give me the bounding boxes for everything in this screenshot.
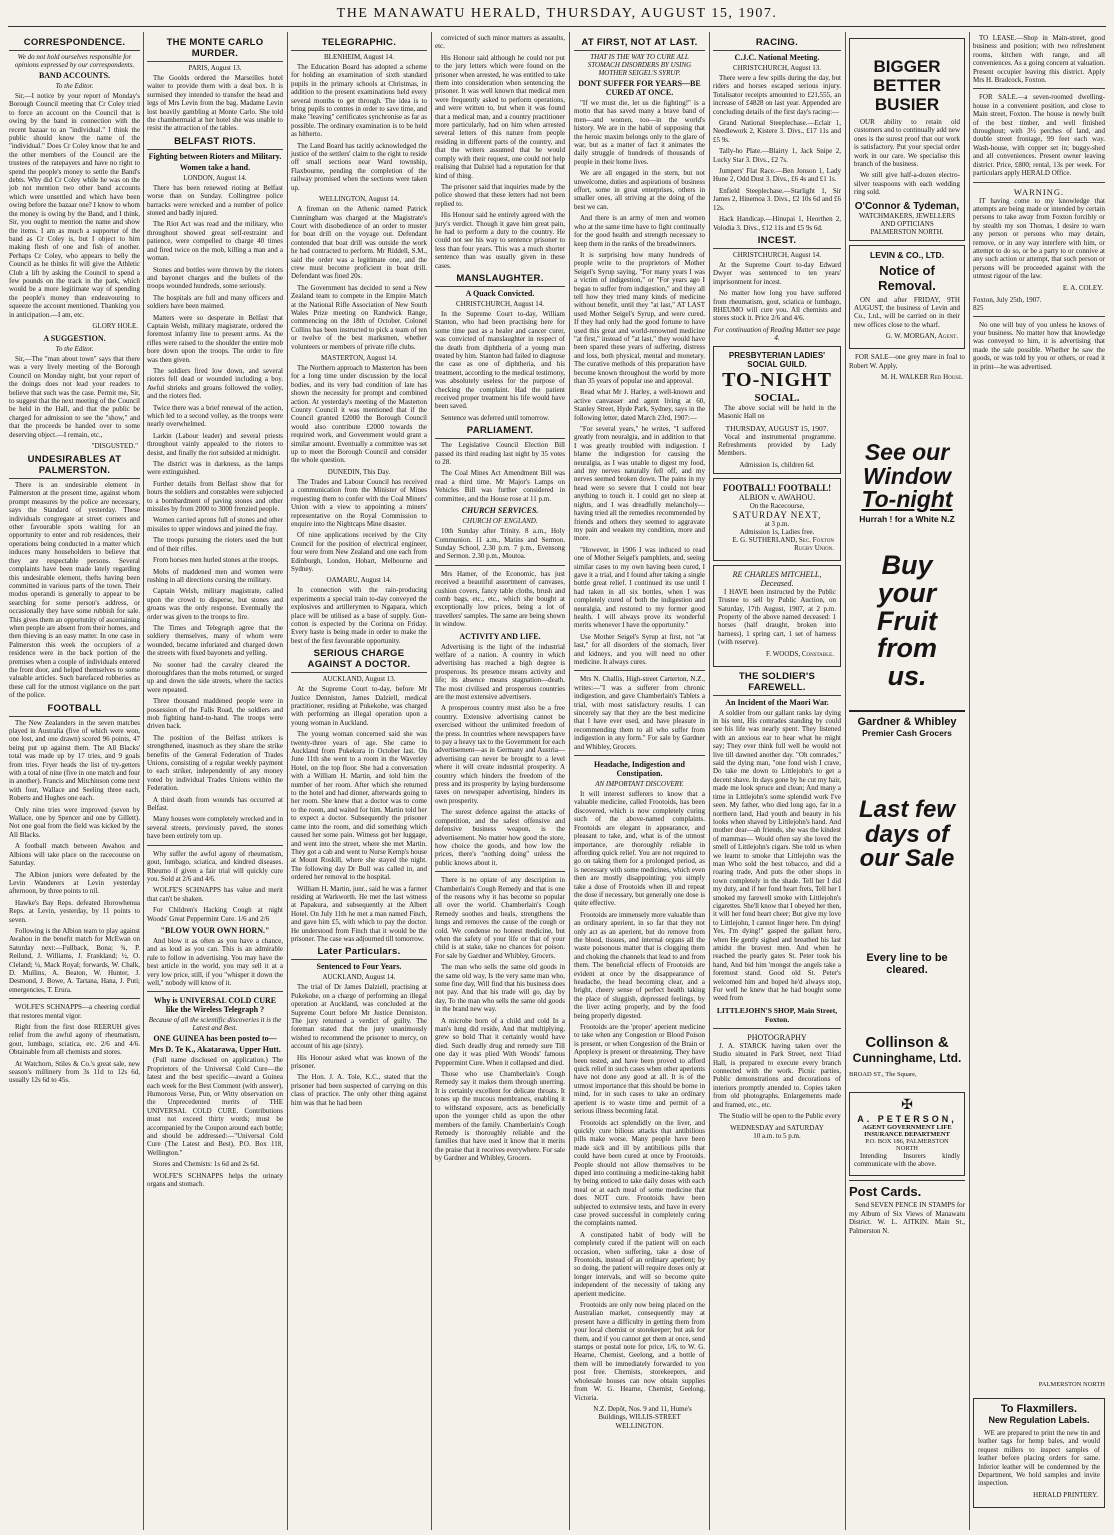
sale-ad [849,798,965,975]
tonight-title: TO-NIGHT [722,368,832,391]
divider [435,871,565,872]
racing-result: Enfield Steeplechase.—Starlight 1, Sir James 2, Hinemoa 3. Divs., £2 10s 6d and £6 12s. [713,186,841,212]
photography-heading: PHOTOGRAPHY [747,1032,807,1042]
removal-notice: Notice of Removal. [878,262,936,293]
football-para: The New Zealanders in the seven matches played in Australia (five of which were won, one lost, and one drawn) scored 96 points, 47 being put up against them. The All Blacks' total was made up by 17 tries, and 9 goals from tries. Fryer heads the list of try-getters with a total of nine (five in one match and four in another). Francis and Mitchinson come next with four, Wallace and Seeling three each, Roberts and Hughes one each. [9,718,141,803]
later-para: The trial of Dr James Dalziell, practising at Pukekohe, on a charge of performing an illegal operation at Auckland, was concluded at the Supreme Court before Mr Justice Denniston. The jury returned a verdict of guilty. The foreman stated that the jury unanimously wished to recommend the prisoner to mercy, on account of his age (sixty). [291,983,427,1051]
collinson-address: BROAD ST., The Square, [849,1070,917,1078]
belfast-para: A third death from wounds has occurred at Belfast. [147,795,283,813]
dateline: AUCKLAND, August 14. [322,973,396,982]
later-particulars-heading: Later Particulars. [291,946,427,960]
our-sale: our Sale [859,845,955,873]
flaxmillers-sign: HERALD PRINTERY. [1033,1490,1098,1499]
telegraphic-para: In connection with the rain-producing experiments a special train to-day conveyed the explosives and artillerymen to Ngapara, which place will be utilised as a base of supply. Gun-cotton is expected by the Corinna on Friday. Every haste is being made in order to make the best of the first favourable opportunity. [291,586,427,645]
divider [147,845,283,846]
telegraphic-para: The Land Board has tacitly acknowledged the justice of the settlers' claim to the right to reside off small sections near Ward township, Flaxbourne, pending the completion of the railway promised when the sections were taken up. [291,141,427,192]
mitchell-ad [713,565,841,667]
buy-word: Buy [881,550,933,581]
house-sale-ad: FOR SALE.—a seven-roomed dwelling-house in a convenient position, and close to Main street, Foxton. The house is newly built of the best timber, and well finished throughout; with 3½ perches of land, and double street frontage, 99 feet each way. Wash-house, with copper set in; buggy-shed and all conveniences. Present owner leaving district. Price, £800; rental, 13s per week. For particulars apply HERALD Office. [973,93,1105,178]
telegraphic-para: The Education Board has adopted a scheme for holding an examination of sixth standard pupils in the primary schools at Christmas, in addition to the present examinations held every several months to get through. The idea is to bring pupils to centres in order to save time, and make "leaving" certificates synchronise as far as possible. The ordinary examination is to be held as hitherto. [291,63,427,139]
belfast-para: The Riot Act was read and the military, who throughout showed great self-restraint and patience, were compelled to charge 40 times and fired twice on the mob, killing a man and a woman. [147,220,283,263]
gardner-sub: Premier Cash Grocers [862,728,952,739]
seigel-para: It is surprising how many hundreds of people write to the proprietors of Mother Seigel's Syrup saying, "For many years I was a victim of indigestion," or "For years ago I began to suffer from indigestion," and they all tell how they tried many kinds of medicine without benefit, until they "at last," AT LAST used Mother Seigel's Syrup, and were cured. If they had only had the good fortune to have used this great and world-renowned medicine "at first," instead of "at last," they would have been spared these years of suffering, distress and loss, both physical, mental and monetary. The curative methods of this preparation have become known throughout the world by more than 35 years of popular use and approval. [574,250,705,385]
football-para: Following is the Albion team to play against Awahou in the benefit match for McEwan on Saturday next:—Fullback, Bona; ¾, P. Reilund, J. Williams, J. Frankland; ½, O. Cleland; ¼, Mack Royal; forwards, W. Chalk, D. Mullins, A. Beaton, W. Hunter, J. Desmond, J. Bowe, A. Tartana, Hana, J. Puti; emergencies, T. Erura. [9,926,140,994]
seigel-para: Use Mother Seigel's Syrup at first, not "at last," for all disorders of the stomach, liver and kidneys, and you will need no other medicine. It always cures. [574,632,705,666]
guinea-foot: Stores and Chemists: 1s 6d and 2s 6d. [153,1160,260,1169]
warning-sign: E. A. COLEY. [1062,283,1103,292]
at-first-sub: THAT IS THE WAY TO CURE ALL STOMACH DISORDERS BY USING MOTHER SEIGEL'S SYRUP. [587,53,692,77]
telegraphic-para: The Government has decided to send a New Zealand team to compete in the Empire Match at the National Rifle Association of New South Wales Prize meeting on Randwick Range, commencing on the 18th of October. Colonel Collins has been instructed to pick a team of ten or twelve of the best marksmen, whether volunteers or members of private rifle clubs. [291,283,427,351]
column-8 [970,34,1108,1529]
last-few: Last few [858,796,956,824]
surest-para: The surest defence against the attacks of competition, and the safest offensive and defensive business weapon, is the advertisement. No matter how good the store, how choice the goods, and how low the prices, there's "nothing doing" unless the public knows about it. [435,808,565,867]
advertising-note: No one will buy of you unless he knows of your business. No matter how that knowledge was conveyed to him, it is advertising that made the sale possible. Whether he saw the goods, or was told by you or others, or read it in print—he was advertised. [973,320,1105,371]
undesirables-article: There is an undesirable element in Palmerston at the present time, against whom prompt measures by the police are necessary, says the Standard of yesterday. These individuals congregate at street corners and other favourable spots waiting for an opportunity to enter and rob residences, their operations being conducted in a matter which induces many householders to believe that they are respectable persons. Several complaints have been made lately regarding this undesirable element, thefts having been committed in various parts of the town. Their modus operandi is generally to appear to be searching for some person's address, or occasionally they have some rubbish for sale. This gives them an opportunity of ascertaining when people are absent from their homes, and then thieving is an easy matter. In one case in Palmerston this week the occupiers of a residence were in the back portion of the premises when a couple of individuals entered the front door, and helped themselves to some valuable articles. Such barefaced robberies as these call for the utmost vigilance on the part of the police. [9,481,140,700]
littlejohn-shop: LITTLEJOHN'S SHOP, Main Street, Foxton. [716,1005,838,1024]
church-sub: CHURCH OF ENGLAND. [462,517,538,526]
serious-charge-heading: SERIOUS CHARGE AGAINST A DOCTOR. [291,648,427,673]
days-of: days of [864,820,950,848]
monte-carlo-article: The Goolds ordered the Marseilles hotel waiter to provide them with a deal box. It is surmised they intended to transfer the head and legs of Mrs Levin from the bag. Madame Levin lost heavily gambling at Monte Carlo. She told the chambermaid at her hotel she was unable to resist the attraction of the tables. [147,74,283,133]
levin-sign: G. W. MORGAN, Agent. [885,332,958,341]
tonight-word: To-night [861,486,953,512]
collinson-ad [849,1034,965,1078]
seigel-para: Read what Mr J. Harley, a well-known and active canvasser and agent living at 60, Stanley Street, Hyde Park, Sydney, says in the following letter, dated March 23rd, 1907:— [574,388,705,422]
church-services: 10th Sunday after Trinity. 8 a.m., Holy Communion. 11 a.m., Matins and Sermon. Sunday School, 2.30 p.m. 7 p.m., Evensong and Sermon. 2.30 p.m., Moutoa. [435,527,565,561]
football-time: at 3 p.m. [764,519,790,528]
seigel-para: We are all engaged in the stern, but not unwelcome, duties and aspirations of business effort, some in great enterprises, others in smaller ones, all striving at the doing of the best we can. [574,169,705,211]
dateline: CHRISTCHURCH, August 14. [456,299,544,308]
cold-cure-heading: Why is UNIVERSAL COLD CURE like the Wireless Telegraph ? [153,996,277,1015]
mare-sign: M. H. WALKER Red House. [880,373,963,382]
collinson-town: PALMERSTON NORTH [1038,1381,1105,1388]
continued-para: His Honour said although he could not put to the jury letters which were found on the prisoner when arrested, he was entitled to take them into consideration when sentencing the prisoner. It was well known that medical men were frequently asked to perform operations, and were written to, but when it was found that a medical man, and a country practitioner more particularly, had on him when arrested several letters of this nature from people residing in different parts of the country, and that the writers assumed that he would comply with their request, one could not help realising that Dalziel had a reputation for that kind of thing. [435,53,565,180]
photography-text: J. A. STARCK having taken over the Studio situated in Park Street, next Triad Hall, is prepared to execute every branch connected with the work. Picnic parties, Public demonstrations and decorations of interiors promptly attended to. Copies taken from old photographs. Enlargements made and framed, etc., etc. [713,1041,841,1109]
every-line: Every line to be cleared. [866,951,948,976]
belfast-para: Captain Welsh, military magistrate, called upon the crowd to disperse, but stones and groans was the only response. Eventually the order was given to the troops to fire. [147,587,283,621]
bigger-text2: We still give half-a-dozen electro-silver teaspoons with each wedding ring sold. [854,171,960,197]
chamberlain-ad: Those who use Chamberlain's Cough Remedy say it makes them through unerring. It is certainly excellent for delicate throats. It tones up the mucous membranes, enabling it to withstand exposure, acts as beneficially upon the younger child as upon the other members of the family. Chamberlain's Cough Remedy is thoroughly reliable and the families that have used it know that it merits the praise that it receives everywhere. For sale by Gardner and Whibley, Grocers. [435,1070,565,1163]
rheumo-ad: Why suffer the awful agony of rheumatism, gout, lumbago, sciatica, and kindred diseases. Rheumo if given a fair trial will quickly cure you. Sold at 2/6 and 4/6. [147,849,283,883]
peterson-name: A. PETERSON, [857,1113,957,1124]
flaxmillers-title: To Flaxmillers. [1000,1403,1078,1415]
photography-text: The Studio will be open to the Public every [719,1112,841,1121]
column-6 [710,34,844,1529]
us-word: us. [887,660,927,691]
dateline: MASTERTON, August 14. [320,354,398,362]
guinea-winner: Mrs D. Te K., Akatarawa, Upper Hutt. [149,1045,281,1055]
masthead: THE MANAWATU HERALD, THURSDAY, AUGUST 15, 1907. [336,6,778,21]
to-editor: To the Editor. [55,344,94,353]
top-rule [8,26,1106,27]
warning-text: IT having come to my knowledge that attempts are being made or intended by certain persons to take away from Foxton forcibly or by stealth my son Thomas, I desire to warn any person or persons who may detain, remove, or in any way interfere with him, or attempt to do so, or be a party to or connive at any such action or attempt, that such person or persons will be proceeded against with the utmost rigour of the law. [973,196,1105,281]
warning-date: Foxton, July 25th, 1907. [973,295,1042,304]
guild-name: PRESBYTERIAN LADIES' SOCIAL GUILD. [728,350,826,369]
parliament-para: The Coal Mines Act Amendment Bill was read a third time. Mr Major's Lamps on Vehicles Bill was further considered in committee, and the House rose at 11 p.m. [435,469,565,503]
microbe-poem: A microbe born of a child and cold In a man's lung did reside, And that multiplying, grew so bold That it certainly would have died. Such deadly drug and remedy sure Till one day it was plied With Woods' famous Peppermint Cure. When it collapsed and died. [435,1016,565,1067]
telegraphic-heading: TELEGRAPHIC. [291,37,427,51]
oconnor-trade: WATCHMAKERS, JEWELLERS AND OPTICIANS [858,211,956,228]
column-5 [571,34,708,1529]
wolfe-ad: WOLFE'S SCHNAPPS—a cheering cordial that restores mental vigor. [9,1003,140,1020]
frootoids-para: Frootoids are the 'proper' aperient medicine to take when any Congestion or Blood Poison is present, or when Congestion of the Brain or Apoplexy is present or threatening. They have been tested, and have been proved to afford quick relief in such cases when other aperients have not done any good at all. It is of the utmost importance that this should be borne in mind, for in such cases to take an ordinary aperient is to waste time and permit of a serious illness becoming fatal. [574,1023,705,1116]
editor-note: We do not hold ourselves responsible for opinions expressed by our correspondents. [14,53,135,69]
guinea-heading: ONE GUINEA has been posted to— [153,1034,277,1044]
see-our: See our [864,439,950,466]
social-ad [713,346,841,474]
watchorn-ad: At Watchorn, Stiles & Co.'s great sale, new season's millinery from 3s 11d to 12s 6d, usually 12s 6d to 45s. [9,1059,140,1085]
belfast-para: Stones and bottles were thrown by the rioters and bayonet charges and the bullets of the troops wounded hundreds, some seriously. [147,265,283,291]
column-7 [846,34,968,1529]
collinson-name: Collinson & [865,1033,949,1051]
football-title: FOOTBALL! FOOTBALL! [722,482,832,493]
manslaughter-para: Sentence was deferred until tomorrow. [441,413,550,422]
football-para: The Albion juniors were defeated by the Levin Wanderers at Levin yesterday afternoon, by three points to nil. [9,870,140,896]
better-word: BETTER [873,76,941,95]
lease-ad: TO LEASE.—Shop in Main-street, good business and position; with two refreshment rooms, kitchen with range, and all conveniences. As a going concern at valuation. Present occupier leaving this district. Apply Mrs H. Bradcock, Foxton. [973,34,1105,85]
seigel-para: "However, in 1906 I was induced to read one of Mother Seigel's pamphlets, and, seeing similar cases to my own having been cured, I gave it a trial, and I found after taking a single bottle great relief. I continued its use until I had taken in all six bottles, when I was completely cured of both the indigestion and neuralgia, and restored to my former good health. I will always prove its wonderful merits whenever I have the opportunity." [574,545,705,630]
seigel-para: "If we must die, let us die fighting!" is a motto that has saved many a brave band of men—and women, too—in the world's history. We are in the habit of supposing that the heroic maxim belongs only to the glare of war, but as a matter of fact it animates the daily struggle of hundreds of thousands of people in their home lives. [574,99,705,166]
continued-para: His Honour said he entirely agreed with the jury's verdict. Though it gave him great pain, he had to perform a duty to the country. He could not see his way to sentence prisoner to less than four years. This was a much shorter sentence than was usually given in these cases. [435,211,565,270]
photography-hours: 10 a.m. to 5 p.m. [753,1131,801,1140]
band-letter: Sir,—I notice by your report of Monday's Borough Council meeting that Cr Coley tried to force an account on the Council that is owing by the band in connection with the recent bazaar to an "individual." I think the public should know the name of the "individual." Does Cr Coley know that he and the other members of the Council are the trustees of the ratepayers and have no right to spend the people's money to settle the Band's debts. Why did Cr Coley while he was on the job not mention two other band accounts which were unsettled and which have been owing before the bazaar one? I know to whom the money is owing by the Band, and I think, Sir, you ought to mention the name and show the items. I am as much a supporter of the band as Cr Coley is, but I object to him making flesh of one and fish of another. Perhaps Cr Coley, who appears to belly the Council as he thinks fit will give the Athletic Club a lift by asking the Council to spend a few pounds on the track in the park, which would be a more legitimate way of spending the people's money than endeavouring to squeeze the account mentioned. Thanking you in anticipation.—I am, etc. [9,92,140,319]
belfast-para: The district was in darkness, as the lamps were extinguished. [147,460,283,477]
racing-sub: C.J.C. National Meeting. [734,53,820,62]
church-heading: CHURCH SERVICES. [461,506,539,516]
blow-horn-ad: And blow it as often as you have a chance, and as loud as you can. This is an admirable rule to follow in advertising. You may have the best article in the world, you may sell it at a very low price, still, if you "whisper it down the well," nobody will know of it. [147,936,283,987]
blow-horn-heading: "BLOW YOUR OWN HORN." [160,925,270,935]
frootoids-depot: N.Z. Depôt, Nos. 9 and 11, Hume's Buildings, WILLIS-STREET WELLINGTON. [593,1404,692,1430]
divider [713,1028,841,1029]
social-text: The above social will be held in the Masonic Hall on [718,403,836,421]
belfast-para: The Times and Telegraph agree that the soldiery themselves, many of whom were wounded, became infuriated and charged down the streets with fixed bayonets and yelling. [147,623,283,658]
from-word: from [877,633,937,664]
divider [435,565,565,566]
football-heading: FOOTBALL [9,703,140,717]
belfast-para: Matters were so desperate in Belfast that Captain Welsh, military magistrate, ordered the foremost infantry line to present arms. As the rifles were raised to the shoulder the entire mob bore down upon the troops. The order to fire was then given. [147,313,283,364]
mitchell-text: I HAVE been instructed by the Public Trustee to sell by Public Auction, on Saturday, 17th August, 1907, at 2 p.m. Property of the above named deceased: 1 horses (half draught, broken into harness), 1 spring cart, 1 set of harness (with reserve). [718,587,836,647]
soldier-heading: THE SOLDIER'S FAREWELL. [713,671,841,696]
activity-para: Advertising is the light of the industrial welfare of a nation. A country in which advertising has reached a high degree is prosperous. Its presence means activity and life; its absence means stagnation—death. The most civilised and prosperous countries are the most extensive advertisers. [435,642,565,701]
woods-ad: For Children's Hacking Cough at night Woods' Great Peppermint Cure. 1/6 and 2/6 [147,906,283,923]
levin-name: LEVIN & CO., LTD. [870,249,944,260]
correspondence-heading: CORRESPONDENCE. [9,37,140,51]
divider [973,182,1105,183]
frootoids-para: Frootoids are only now being placed on the Australian market, consequently may at present have a difficulty in getting them from your local chemist or storekeeper; but ask for them, and if you cannot get them at once, send stamps or postal note for price, 1/6, to W. G. Hearne, Chemist, Geelong, and a bottle of them will be immediately forwarded to you post free. Chemists, storekeepers, and wholesale houses can now obtain supplies from W. G. Hearne, Chemist, Geelong, Victoria. [574,1301,705,1402]
belfast-subheading: Fighting between Rioters and Military. [148,151,282,161]
flaxmillers-ad [973,1398,1105,1508]
guinea-text: (Full name disclosed on application.) The Proprietors of the Universal Cold Cure—the latest and the best specific—award a Guinea each week for the Best Comment (with answer), Humorous Verse, Pun, or Witty observation on the Unprecedented merits of THE UNIVERSAL COLD CURE. Contributions must not exceed thirty words; must be accompanied by the Coupon around each bottle; and should be addressed:—"Universal Cold Cure (The Latest and Best), P.O. Box 118, Wellington." [147,1056,283,1157]
serious-charge-para: The young woman concerned said she was twenty-three years of age. She came to Auckland from Pukekura in October last. On June 11th she went to a room in the Waverley Hotel, on the top floor. She had a conversation with a William H. Martin, and told him the number of her room. After which she returned to the hotel and had dinner, afterwards going to her room. She knew that a doctor was to come to the room, and waited for him. Martin told her to expect a doctor. Subsequently the prisoner came into the room, and did something which caused her some pain. Witness got her luggage, and went into the street, where she met Martin. They got a cab and went to Nurse Kemp's house at Mount Roskill, where she stayed the night. The following day Dr Bull was called in, and ordered her removal to the hospital. [291,730,427,882]
bigger-text: OUR ability to retain old customers and to continually add new ones is the surest proof that our work is satisfactory. Put your special order work in our care. We specialise this branch of the business. [854,118,960,169]
busier-word: BUSIER [874,95,940,114]
hamer-ad: Mrs Hamer, of the Economic, has just received a beautiful assortment of canvases, cushion covers, fancy table cloths, brush and comb bags, etc., etc., which she bought at exceptionally low prices, being a lot of travellers' samples. The same are being shown in window. [435,569,565,629]
frootoids-para: It will interest sufferers to know that a valuable medicine, called Frootoids, has been discovered, which is now completely curing such of the above-named complaints. Frootoids are elegant in appearance, and pleasant to take, and, what is of the utmost importance, are thoroughly reliable in affording quick relief. You are not required to go on taking them for a prolonged period, as is necessary with some medicines, which even then are mostly disappointing; you simply take a dose of Frootoids when ill and repeat the dose if necessary, but generally one dose is quite effective. [574,790,705,908]
belfast-para: The hospitals are full and many officers and soldiers have been maimed. [147,293,283,311]
football-day: SATURDAY NEXT, [732,509,822,520]
divider [973,316,1105,317]
manslaughter-sub: A Quack Convicted. [465,288,535,298]
football-para: Only nine tries were improved (seven by Wallace, one by Spencer and one by Gillett). Not one goal from the field was kicked by the All Blacks. [9,805,140,839]
flaxmillers-text: WE are prepared to print the new tin and leather tags for hemp bales, and would request millers to inspect samples of leather before placing orders for same. Inferior leather will be condemned by the Department, We hold samples and invite inspection. [978,1429,1100,1488]
suggestion-heading: A SUGGESTION. [43,333,106,343]
dateline: DUNEDIN, This Day. [327,467,391,476]
belfast-para: Many houses were completely wrecked and in several streets, previously paved, the stones have been entirely torn up. [147,815,283,841]
belfast-para: Twice there was a brief renewal of the action, which led to a second volley, as the troops were nearly overwhelmed. [147,403,283,429]
at-first-sub2: DONT SUFFER FOR YEARS—BE CURED AT ONCE. [578,79,701,97]
peterson-address: P.O. BOX 186, PALMERSTON NORTH [865,1137,949,1152]
later-para: The Hon. J. A. Tole, K.C., stated that the prisoner had been suspected of carrying on this class of practice. The only other thing against him was that he had been [291,1073,427,1107]
racing-heading: RACING. [713,37,841,51]
belfast-para: The soldiers fired low down, and several rioters fell dead or wounded including a boy. Awful shrieks and groans followed the volley, and the rioters fled. [147,366,283,401]
dateline: LONDON, August 14. [183,173,247,182]
seigel-para: And there is an army of men and women who at the same time have to fight continually for the good health and strength necessary to keep them in the ranks of the breadwinners. [574,214,705,248]
incest-heading: INCEST. [713,235,841,249]
poem: The man who sells the same old goods in the same old way, Is the very same man who, some fine day, Will find that his business does not pay. And that his trade will go, day by day, To the man who sells the same old goods in the brand new way. [435,963,565,1014]
levin-ad [849,245,965,350]
parliament-para: The Legislative Council Election Bill passed its third reading last night by 35 votes to 28. [435,441,565,467]
peterson-ad [849,1092,965,1177]
peterson-role: AGENT GOVERNMENT LIFE INSURANCE DEPARTMENT [862,1123,952,1138]
mitchell-sign: F. WOODS, Constable. [765,649,834,658]
soldier-sub: An Incident of the Maori War. [725,697,829,707]
racing-para: There were a few spills during the day, but riders and horses escaped serious injury. Totalisator receipts amounted to £21,555, an increase of £4828 on last year. Appended are concluding details of the first day's racing:— [713,74,841,116]
postcards-ad [849,1180,965,1235]
frootoids-para: A constipated habit of body will be completely cured if the patient will on each occasion, when suffering, take a dose of Frootoids, instead of an ordinary aperient; by so doing, the patient will require doses only at longer intervals, and will so become quite independent of the necessity of taking any aperient medicine. [574,1230,705,1298]
reeruh-ad: Right from the first dose REERUH gives relief from the awful agony of rheumatism, gout, lumbago, sciatica, etc. 2/6 and 4/6. Obtainable from all chemists and stores. [9,1023,140,1057]
gardner-ad [849,710,965,738]
social-date: THURSDAY, AUGUST 15, 1907. [725,423,829,433]
column-3 [288,34,430,1529]
social-title: SOCIAL. [754,391,800,404]
belfast-para: Mobs of maddened men and women were rushing in all directions cursing the military. [147,567,283,584]
cough-ad: There is no opiate of any description in Chamberlain's Cough Remedy and that is one of the reasons why it has become so popular all over the world. Chamberlain's Cough Remedy soothes and heals, strengthens the lungs and removes the cause of the cough or cold. We condense no honest medicine, but when the safety of your life or that of your child is at stake, take no chances for poison. For sale by Gardner and Whibley, Grocers. [435,876,565,960]
divider [574,670,705,671]
wolfe-ad: WOLFE'S SCHNAPPS has value and merit that can't be shaken. [147,886,283,903]
fruit-word: Fruit [877,605,937,636]
frootoids-para: Frootoids are immensely more valuable than an ordinary aperient, in so far that they not only act as an aperient, but do remove from the blood, tissues, and internal organs all the waste poisonous matter that is clogging them and choking the channels that lead to and from them. The beneficial effects of Frootoids are evident at once by the disappearance of headache, the head becoming clear, and a bright, cheery sense of perfect health taking the place of sluggish, depressed feelings, by the liver acting properly, and by the food being properly digested. [574,910,706,1020]
racing-result: Grand National Steeplechase.—Eclair 1, Needlework 2, Kistere 3. Divs., £17 11s and £5 9s. [713,119,841,144]
wolfe-ad: WOLFE'S SCHNAPPS helps the urinary organs and stomach. [147,1171,283,1189]
dateline: PARIS, August 13. [188,64,242,72]
crest-icon: ✠ [901,1097,913,1113]
band-accounts-heading: BAND ACCOUNTS. [38,71,111,80]
continuation-note: For continuation of Reading Matter see page 4. [713,325,841,342]
football-para: Hawke's Bay Reps. defeated Horowhenua Reps. at Levin, yesterday, by 11 points to seven. [9,898,140,924]
bigger-word: BIGGER [873,57,941,76]
manslaughter-heading: MANSLAUGHTER. [435,273,565,287]
football-match: ALBION v. AWAHOU. [738,492,816,502]
at-first-heading: AT FIRST, NOT AT LAST. [574,37,705,51]
levin-text: ON and after FRIDAY, 9TH AUGUST, the business of Levin and Co., Ltd., will be carried on in their new offices close to the wharf. [854,295,960,329]
flaxmillers-sub: New Regulation Labels. [988,1415,1090,1425]
activity-heading: ACTIVITY AND LIFE. [459,631,541,641]
rheumo-ad: No matter how long you have suffered from rheumatism, gout, sciatica or lumbago, RHEUMO will cure you. All chemists and stores stock it. Price 2/6 and 4/6. [713,289,841,323]
mare-sale: FOR SALE—one grey mare in foal to Robert W. Apply, [849,353,965,370]
frootoids-para: Frootoids act splendidly on the liver, and quickly cure bilious attacks that antibilious pills make worse. Many people have been made sick and ill by antibilious pills that could have been cured at once by Frootoids. People should not allow themselves to be duped into continuing a medicine-taking habit by being enticed to take daily doses with each meal or at each meal of some medicine that does NOT cure. Frootoids have been subjected to extensive tests, and have in every case proved successful in completely curing the complaints named. [574,1118,705,1228]
soldier-poem: A soldier from our gallant ranks lay dying in his tent, His comrades standing by could see his life was nearly spent. They listened with an anxious ear to hear what he might say; They ever think full well he would not live till dawned another day. "Oh comrades," said the dying man, "one fond wish I crave, Do take me down to Littlejohn's to get a decent shave. In days gone by he cut my hair, made me look spruce and clean; And many a time in Littlejohn's some splendid work I've seen. My father, who died long ago, far in a northern land, Had youth and beauty in his looks when shaved by Littlejohn's hand. And mother dear—ah friends, she was the kindest of mammas— Would often say she loved the smell of Littlejohn's cigars. She told us when we learnt to smoke that Littlejohn was the man Who sold the best tobacco, and did a roaring trade, And puts the other shops in town completely in the shade. Tell her I did my duty, and if her fond heart frets, Tell her I smoked my farewell smoke with Littlejohn's cigarettes. She'll know that I obeyed her then, it will her fond heart cheer; But give my love to Littlejohn, I cannot linger here. I'm dying! Yes, I'm dying!" gasped the gallant hero, when He gently sighed and breathed his last amidst the bravest men. And when he reached the pearly gates St. Peter took his hand, And bid him 'mongst the angels take a foremost stand. Good old St. Peter's welcomed him and hoped he'd always stop, For well he knew that he had bought some weed from [713,708,841,1003]
postcards-title: Post Cards. [849,1184,922,1200]
divider [973,88,1105,89]
column-2 [144,34,286,1529]
belfast-para: Women carried aprons full of stones and other missiles to upper windows and joined the fray. [147,516,283,533]
dateline: CHRISTCHURCH, August 13. [733,64,821,72]
telegraphic-para: Of nine applications received by the City Council for the position of electrical engineer, four were from New Zealand and one each from Edinburgh, London, Hobart, Melbourne and Sydney. [291,531,427,573]
white-nz: Hurrah ! for a White N.Z [859,514,955,525]
belfast-para: There has been renewed rioting at Belfast worse than on Sunday. Collingtree police barracks were wrecked and a number of police stoned and badly injured. [147,183,283,218]
suggestion-signature: "DISGUSTED." [91,442,138,451]
your-word: your [877,577,937,608]
warning-heading: WARNING. [1013,186,1065,197]
photography-days: WEDNESDAY and SATURDAY [730,1123,824,1132]
belfast-para: Three thousand maddened people were in possession of the Falls Road, the soldiers and mob fighting hand-to-hand. The troops were driven back. [147,697,283,731]
headache-sub: AN IMPORTANT DISCOVERY. [595,780,684,789]
belfast-para: No sooner had the cavalry cleared the thoroughfares than the mobs returned, or surged up and down the side streets, where the tactics were repeated. [147,660,283,694]
belfast-para: From horses men hurled stones at the troops. [153,556,279,565]
peterson-text: Intending Insurers kindly communicate with the above. [854,1151,960,1168]
window-word: Window [863,462,951,489]
cold-cure-sub: Because of all the scientific discoveries it is the Latest and Best. [148,1016,282,1033]
prosperous-para: A prosperous country must also be a free country. Extensive advertising cannot be exercised without the unlimited freedom of the press. In countries where newspapers have to pay a heavy tax to the Government for each advertisement—as in Germany and Austria—advertising can never be brought to a level where it will create industrial prosperity. A country which hinders the freedom of the press and its prosperity by laying burdensome taxes on newspaper advertising, hinders its own prosperity. [435,704,565,805]
belfast-para: Further details from Belfast show that for hours the soldiers and constables were subjected to a bombardment of paving stones and other missiles by from 2000 to 3000 frenzied people. [147,479,283,514]
column-4 [432,34,568,1529]
football-para: A football match between Awahou and Albions will take place on the racecourse on Saturday. [9,842,140,868]
seigel-para: "For several years," he writes, "I suffered greatly from neuralgia, and in addition to that I was greatly troubled with indigestion. I blame the indigestion for causing the neuralgia, as I was unable to digest my food, and my nerves naturally fell off, and my nerves seemed broken down. The pains in my head were so severe that I could not bear anything to touch it. I could get no sleep at nights, and I was dreadfully melancholy—having tried all the remedies recommended by friends and others they seemed to aggravate my pain and weaken my condition, more and more. [574,425,705,543]
continued-para: The prisoner said that inquiries made by the police showed that these letters had not been replied to. [435,182,565,208]
incest-para: At the Supreme Court to-day Edward Dwyer was sentenced to ten years' imprisonment for incest. [713,260,841,286]
bigger-ad [849,38,965,241]
belfast-para: The position of the Belfast strikers is strengthened, inasmuch as they share the strike benefits of the General Federation of Trades Unions, consisting of a regular weekly payment to each striker, independently of any money voted by individual Trades Unions within the Federation. [147,733,283,793]
oconnor-name: O'Connor & Tydeman, [854,200,960,212]
band-signature: GLORY HOLE. [92,321,138,330]
continued-para: convicted of such minor matters as assaults, etc. [435,34,565,51]
manslaughter-para: In the Supreme Court to-day, William Stanton, who had been practising here for some time past as a healer and cancer curer, was convicted of manslaughter in respect of the death from diphtheria of a young man treated by him. Stanton had failed to diagnose the case as one of diphtheria, and his treatment, according to the medical testimony, was absolutely useless for the purpose of checking the complaint. Had the patient received proper treatment his life would have been saved. [435,309,565,411]
warning-number: 825 [973,303,984,312]
dateline: BLENHEIM, August 14. [324,53,394,61]
postcards-text: Send SEVEN PENCE IN STAMPS for my Album of Six Views of Manawatu District. W. L. AITKIN. Main St., Palmerston N. [849,1201,965,1235]
social-text: Vocal and instrumental programme. Refreshments provided by Lady Members. [718,432,836,458]
football-ad [713,478,841,561]
divider [147,991,283,992]
parliament-heading: PARLIAMENT. [435,425,565,439]
headache-heading: Headache, Indigestion and Constipation. [594,760,685,779]
dateline: AUCKLAND, August 13. [322,675,396,684]
monte-carlo-heading: THE MONTE CARLO MURDER. [147,37,283,62]
football-venue: On the Racecourse, [749,501,805,510]
belfast-subheading: Women take a hand. [179,162,251,172]
cunninghame-name: Cunninghame, Ltd. [852,1050,962,1065]
dateline: WELLINGTON, August 14. [319,195,399,204]
gardner-name: Gardner & Whibley [857,716,957,729]
divider [9,998,140,999]
serious-charge-para: William H. Martin, junr., said he was a farmer residing at Warkworth. He met the last witness at Papakura, and subsequently at the Albert Hotel. On July 11th he met a man named Finch, and gave him £5, with which to pay the doctor. He understood from Finch that it would be the prisoner. The case was adjourned till tomorrow. [291,884,427,943]
suggestion-letter: Sir,—The "man about town" says that there was a very lively meeting of the Borough Council on Monday night, but your report of the doings does not lead your readers to believe that such was the case. Permit me, Sir, to suggest that the next meeting of the Council be held in the Hall, and that the public be charged for admission to see the "show," and that the proceeds be handed over to some deserving object.—I remain, etc., [9,354,140,439]
serious-charge-para: At the Supreme Court to-day, before Mr Justice Denniston, James Dalziell, medical practitioner, residing at Pukekohe, was charged with performing an illegal operation upon a young woman in Auckland. [291,685,427,727]
dateline: CHRISTCHURCH, August 14. [733,250,821,259]
belfast-para: The troops pursuing the rioters used the butt end of their rifles. [147,536,283,553]
racing-result: Hack Handicap.—Hinupai 1, Heorthen 2, Volodia 3. Divs., £12 11s and £5 9s 6d. [713,215,841,232]
racing-result: Jumpers' Flat Race.—Ben Jonson 1, Lady Hune 2, Odd Dust 3. Divs., £6 4s and £1 1s. [713,167,841,184]
telegraphic-para: The Trades and Labour Council has received a communication from the Minister of Mines requesting them to confer with the Coal Miners' Union with a view to appointing a miners' representative on the Royal Commission to enquire into the Nightcaps Mine disaster. [291,477,427,528]
racing-result: Tally-ho Plate.—Blairty 1, Jack Snipe 2, Lucky Star 3. Divs., £2 7s. [713,147,841,164]
social-admission: Admission 1s, children 6d. [739,460,815,469]
to-editor: To the Editor. [55,82,94,90]
mitchell-title: RE CHARLES MITCHELL, Deceased. [732,569,822,588]
dateline: OAMARU, August 14. [326,576,392,585]
belfast-para: Larkin (Labour leader) and several priests throughout vainly appealed to the rioters to desist, and finally the riot subsided at midnight. [147,431,283,457]
belfast-heading: BELFAST RIOTS. [147,136,283,150]
oconnor-town: PALMERSTON NORTH. [870,227,944,236]
later-particulars-sub: Sentenced to Four Years. [316,962,402,972]
challis-ad: Mrs N. Challis, High-street Carterton, N.Z., writes:—"I was a sufferer from chronic indigestion, and gave Chamberlain's Tablets a trial, with most satisfactory results. I can sincerely say that they are the best medicine that I have ever used, and have pleasure in recommending them to all who suffer from indigestion in any form." For sale by Gardner and Whibley, Grocers. [574,675,705,751]
window-ad [849,441,965,524]
column-1 [6,34,143,1529]
telegraphic-para: A fireman on the Athenic named Patrick Cunningham was charged at the Magistrate's Court with disobedience of an order to muster for boat drill on the voyage out. Defendant contended that boat drill was outside the work he had contracted to perform. Mr Riddell, S.M., said the order was a legitimate one, and the crew must become proficient in boat drill. Defendant was fined 20s. [291,205,427,281]
undesirables-heading: UNDESIRABLES AT PALMERSTON. [9,454,140,479]
football-sign: E. G. SUTHERLAND, Sec. Foxton Rugby Union. [732,535,834,552]
later-para: His Honour asked what was known of the prisoner. [291,1053,427,1071]
football-admission: Admission 1s, Ladies free. [739,527,815,536]
column-divider [569,32,570,1530]
fruit-ad [849,552,965,690]
telegraphic-para: The Northern approach to Masterton has been for a long time under discussion by the local bodies, and its very bad condition of late has shown the necessity for prompt and combined action. At yesterday's meeting of the Masterton County Council it was mentioned that if the Council granted £2000 the Borough Council would also contribute £2000 towards the required work, and Government would grant a similar amount. Eventually a committee was set up to meet the Borough Council and consider the whole question. [291,364,427,465]
divider [574,755,705,756]
